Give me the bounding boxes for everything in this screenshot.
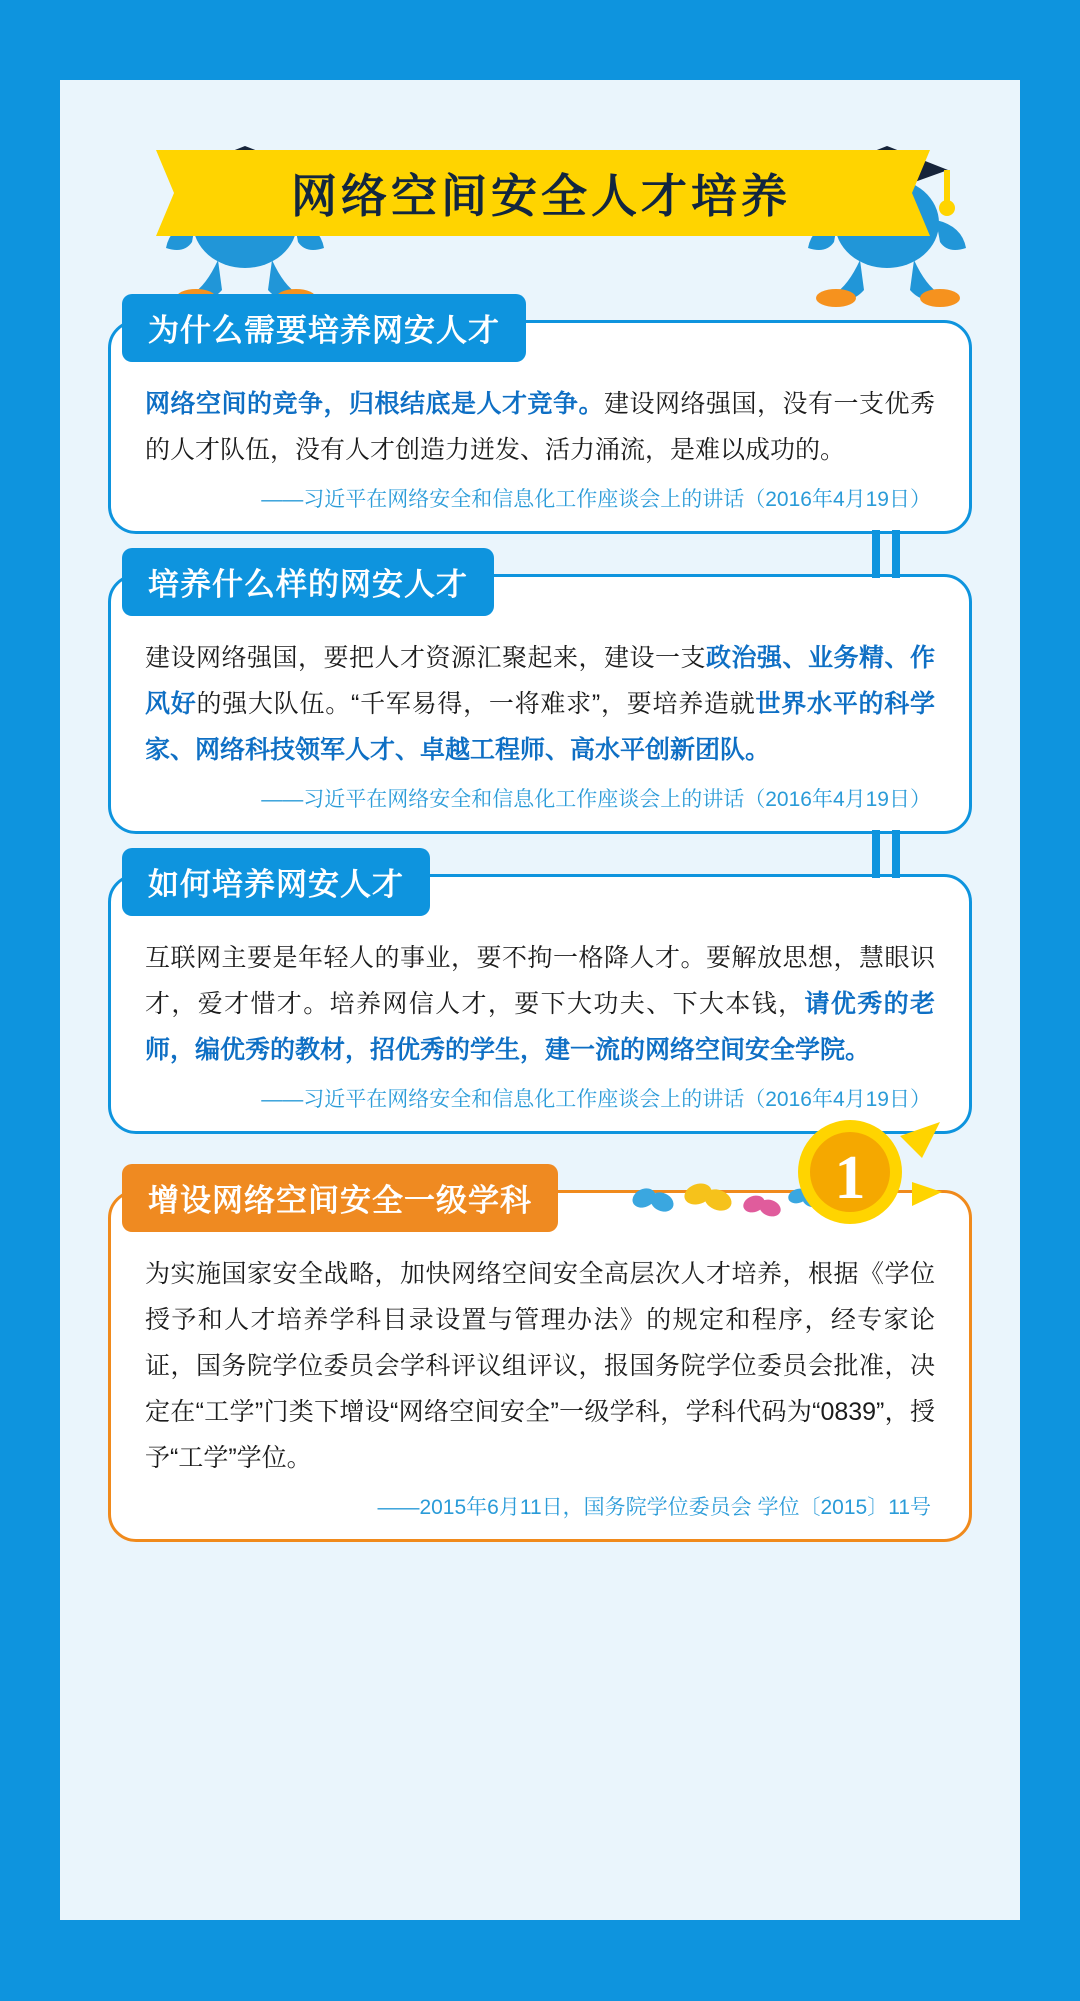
page-title: 网络空间安全人才培养 <box>291 170 791 222</box>
section-what-kind <box>108 567 972 834</box>
plain-text: 的强大队伍。“千军易得，一将难求”，要培养造就 <box>196 690 756 718</box>
section-source-how: ——习近平在网络安全和信息化工作座谈会上的讲话（2016年4月19日） <box>261 1088 931 1111</box>
section-connector <box>872 530 906 578</box>
highlight-text: 请优秀的老师，编优秀的教材，招优秀的学生，建一流的网络空间安全学院。 <box>145 990 935 1064</box>
highlight-text: 世界水平的科学家、网络科技领军人才、卓越工程师、高水平创新团队。 <box>145 690 935 764</box>
plain-text: 建设网络强国，没有一支优秀的人才队伍，没有人才创造力迸发、活力涌流，是难以成功的。 <box>145 390 935 464</box>
plain-text: 建设网络强国，要把人才资源汇聚起来，建设一支 <box>145 644 706 672</box>
plain-text: 为实施国家安全战略，加快网络空间安全高层次人才培养，根据《学位授予和人才培养学科目录设置与管理办法》的规定和程序，经专家论证，国务院学位委员会学科评议组评议，报国务院学位委员会批准，决定在“工学”门类下增设“网络空间安全”一级学科，学科代码为“0839”，授予“工学”学位。 <box>145 1260 935 1472</box>
section-heading-label: 如何培养网安人才 <box>148 867 404 902</box>
section-card-new-discipline <box>108 1190 972 1542</box>
medal-icon <box>772 1116 942 1236</box>
section-heading-label: 增设网络空间安全一级学科 <box>148 1183 532 1218</box>
section-heading-why <box>122 294 526 362</box>
medal-number: 1 <box>834 1144 866 1212</box>
highlight-text: 网络空间的竞争，归根结底是人才竞争。 <box>145 390 604 418</box>
section-body-what-kind <box>145 635 935 773</box>
section-source-what-kind: ——习近平在网络安全和信息化工作座谈会上的讲话（2016年4月19日） <box>261 788 931 811</box>
section-body-why <box>145 381 935 473</box>
section-heading-how <box>122 848 430 916</box>
highlight-text: 政治强、业务精、作风好 <box>145 644 935 718</box>
section-heading-label: 培养什么样的网安人才 <box>148 567 468 602</box>
section-source-new-discipline: ——2015年6月11日，国务院学位委员会 学位〔2015〕11号 <box>377 1496 931 1519</box>
section-heading-what-kind <box>122 548 494 616</box>
poster-title-banner <box>188 150 894 236</box>
section-connector <box>872 830 906 878</box>
poster-inner-frame <box>60 80 1020 1920</box>
plain-text: 互联网主要是年轻人的事业，要不拘一格降人才。要解放思想，慧眼识才，爱才惜才。培养网信人才，要下大功夫、下大本钱， <box>145 944 935 1018</box>
section-source-why: ——习近平在网络安全和信息化工作座谈会上的讲话（2016年4月19日） <box>261 488 931 511</box>
section-body-new-discipline <box>145 1251 935 1481</box>
section-heading-label: 为什么需要培养网安人才 <box>148 313 500 348</box>
section-body-how <box>145 935 935 1073</box>
sections-container <box>60 313 1020 1542</box>
section-why <box>108 313 972 534</box>
section-heading-new-discipline <box>122 1164 558 1232</box>
poster-header <box>60 90 1020 320</box>
section-new-discipline <box>108 1144 972 1542</box>
section-how <box>108 867 972 1134</box>
